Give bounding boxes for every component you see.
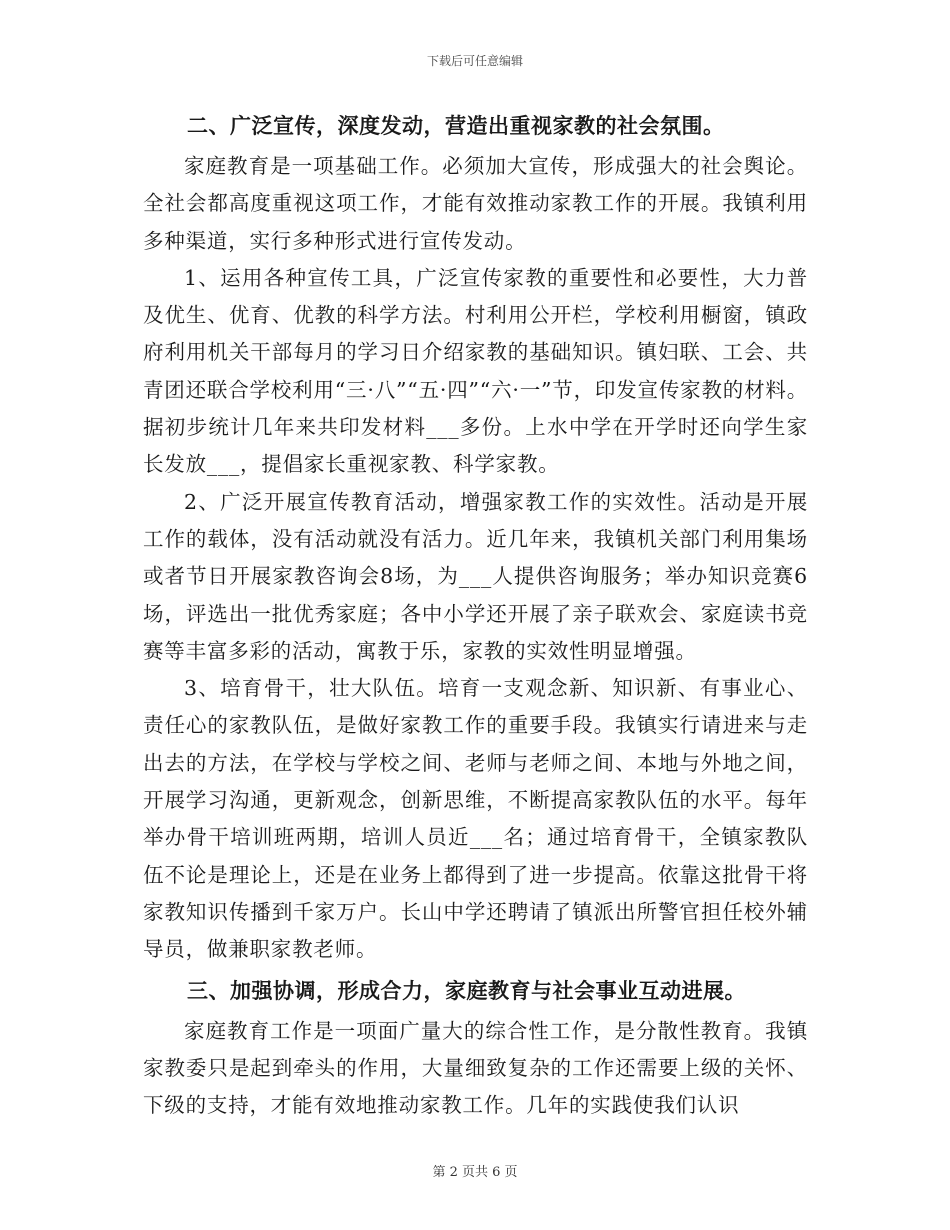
page-footer: 第 2 页共 6 页 [432, 1165, 518, 1180]
section-heading: 三、加强协调，形成合力，家庭教育与社会事业互动进展。 [187, 977, 746, 1003]
section-heading: 二、广泛宣传，深度发动，营造出重视家教的社会氛围。 [187, 113, 725, 138]
paragraph: 2、广泛开展宣传教育活动，增强家教工作的实效性。活动是开展工作的载体，没有活动就没有活力。近几年来，我镇机关部门利用集场或者节日开展家教咨询会8场，为___人提供咨询服务；举办知识竞赛6场，评选出一批优秀家庭；各中小学还开展了亲子联欢会、家庭读书竞赛等丰富多彩的活动，寓教于乐，家教的实效性明显增强。 [143, 489, 808, 663]
paragraph: 家庭教育工作是一项面广量大的综合性工作，是分散性教育。我镇家教委只是起到牵头的作用，大量细致复杂的工作还需要上级的关怀、下级的支持，才能有效地推动家教工作。几年的实践使我们认识 [143, 1018, 808, 1118]
paragraph: 1、运用各种宣传工具，广泛宣传家教的重要性和必要性，大力普及优生、优育、优教的科学方法。村利用公开栏，学校利用橱窗，镇政府利用机关干部每月的学习日介绍家教的基础知识。镇妇联、工会、共青团还联合学校利用“三·八”“五·四”“六·一”节，印发宣传家教的材料。据初步统计几年来共印发材料___多份。上水中学在开学时还向学生家长发放___，提倡家长重视家教、科学家教。 [143, 265, 808, 477]
paragraph: 3、培育骨干，壮大队伍。培育一支观念新、知识新、有事业心、责任心的家教队伍，是做好家教工作的重要手段。我镇实行请进来与走出去的方法，在学校与学校之间、老师与老师之间、本地与外地之间，开展学习沟通，更新观念，创新思维，不断提高家教队伍的水平。每年举办骨干培训班两期，培训人员近___名；通过培育骨干，全镇家教队伍不论是理论上，还是在业务上都得到了进一步提高。依靠这批骨干将家教知识传播到千家万户。长山中学还聘请了镇派出所警官担任校外辅导员，做兼职家教老师。 [143, 676, 808, 962]
document-body [143, 104, 808, 1124]
paragraph: 家庭教育是一项基础工作。必须加大宣传，形成强大的社会舆论。全社会都高度重视这项工作，才能有效推动家教工作的开展。我镇利用多种渠道，实行多种形式进行宣传发动。 [143, 154, 808, 253]
page-header: 下载后可任意编辑 [426, 54, 523, 68]
